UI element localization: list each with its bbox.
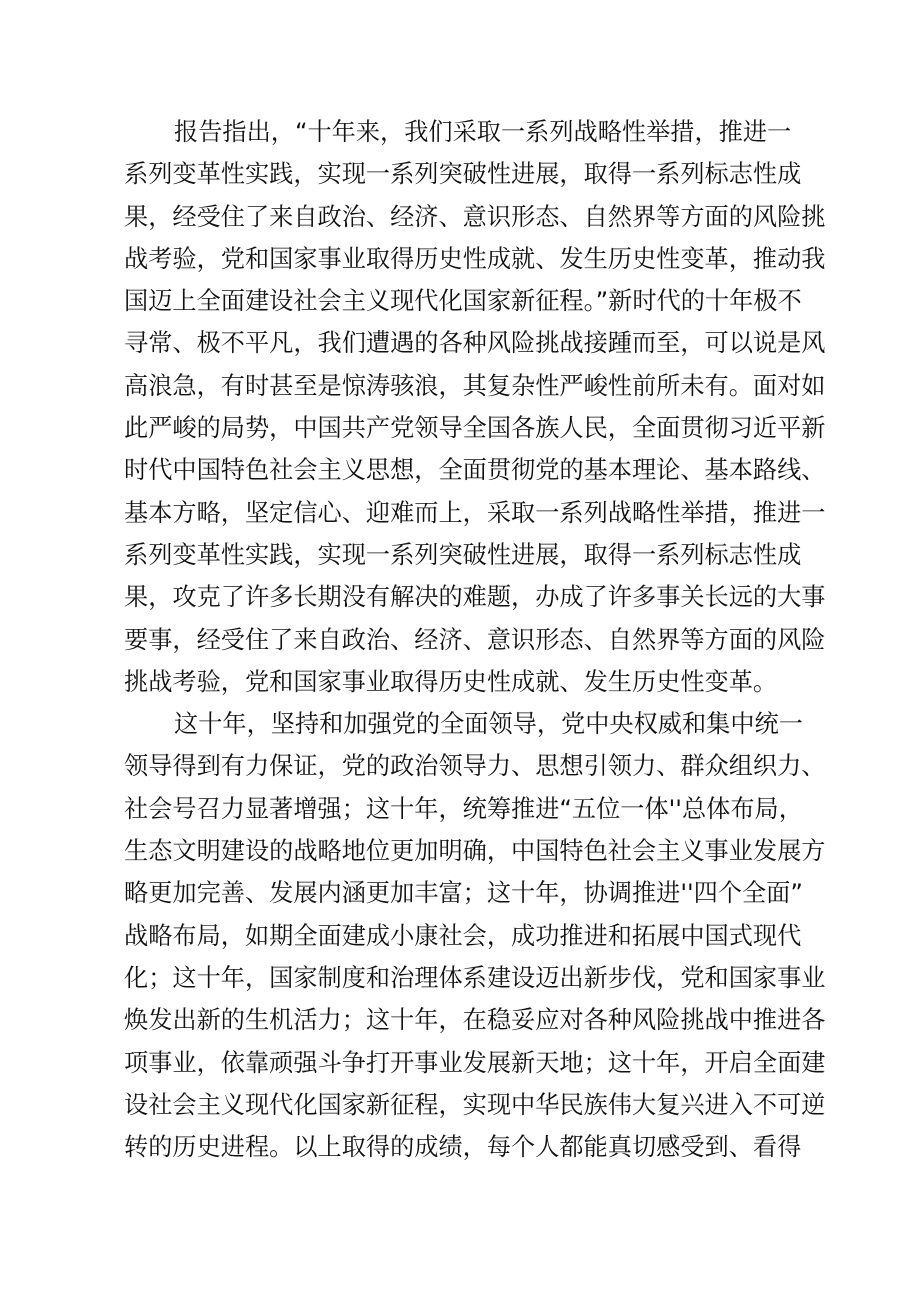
paragraph-2-line-9: 项事业，依靠顽强斗争打开事业发展新天地；这十年，开启全面建 bbox=[124, 1048, 826, 1077]
paragraph-1-line-14: 挑战考验，党和国家事业取得历史性成就、发生历史性变革。 bbox=[124, 667, 778, 696]
paragraph-1-line-7: 高浪急，有时甚至是惊涛骇浪，其复杂性严峻性前所未有。面对如 bbox=[124, 371, 826, 400]
paragraph-1-line-5: 国迈上全面建设社会主义现代化国家新征程。”新时代的十年极不 bbox=[124, 287, 802, 316]
paragraph-2-line-8: 焕发出新的生机活力；这十年，在稳妥应对各种风险挑战中推进各 bbox=[124, 1006, 826, 1035]
paragraph-1-line-3: 果，经受住了来自政治、经济、意识形态、自然界等方面的风险挑 bbox=[124, 202, 826, 231]
paragraph-1-line-9: 时代中国特色社会主义思想，全面贯彻党的基本理论、基本路线、 bbox=[124, 456, 826, 485]
paragraph-2-line-3: 社会号召力显著增强；这十年，统筹推进“五位一体''总体布局， bbox=[124, 794, 803, 823]
paragraph-2-line-5: 略更加完善、发展内涵更加丰富；这十年，协调推进''四个全面” bbox=[124, 879, 803, 908]
document-body bbox=[124, 111, 826, 1168]
paragraph-2-line-2: 领导得到有力保证，党的政治领导力、思想引领力、群众组织力、 bbox=[124, 752, 826, 781]
paragraph-2-line-1: 这十年，坚持和加强党的全面领导，党中央权威和集中统一 bbox=[174, 710, 803, 739]
paragraph-1-line-4: 战考验，党和国家事业取得历史性成就、发生历史性变革，推动我 bbox=[124, 244, 826, 273]
paragraph-2-line-6: 战略布局，如期全面建成小康社会，成功推进和拓展中国式现代 bbox=[124, 921, 802, 950]
paragraph-1-line-10: 基本方略，坚定信心、迎难而上，采取一系列战略性举措，推进一 bbox=[124, 498, 826, 527]
paragraph-2-line-4: 生态文明建设的战略地位更加明确，中国特色社会主义事业发展方 bbox=[124, 837, 826, 866]
paragraph-1-line-8: 此严峻的局势，中国共产党领导全国各族人民，全面贯彻习近平新 bbox=[124, 414, 826, 443]
paragraph-1-line-12: 果，攻克了许多长期没有解决的难题，办成了许多事关长远的大事 bbox=[124, 583, 826, 612]
paragraph-1-line-13: 要事，经受住了来自政治、经济、意识形态、自然界等方面的风险 bbox=[124, 625, 826, 654]
paragraph-1-line-1: 报告指出，“十年来，我们采取一系列战略性举措，推进一 bbox=[174, 118, 792, 146]
paragraph-2-line-10: 设社会主义现代化国家新征程，实现中华民族伟大复兴进入不可逆 bbox=[124, 1090, 826, 1119]
paragraph-2-line-11: 转的历史进程。以上取得的成绩，每个人都能真切感受到、看得 bbox=[124, 1133, 802, 1162]
paragraph-1-line-11: 系列变革性实践，实现一系列突破性进展，取得一系列标志性成 bbox=[124, 540, 802, 569]
paragraph-2-line-7: 化；这十年，国家制度和治理体系建设迈出新步伐，党和国家事业 bbox=[124, 963, 826, 992]
paragraph-1-line-6: 寻常、极不平凡，我们遭遇的各种风险挑战接踵而至，可以说是风 bbox=[124, 329, 826, 358]
paragraph-1-line-2: 系列变革性实践，实现一系列突破性进展，取得一系列标志性成 bbox=[124, 160, 802, 189]
